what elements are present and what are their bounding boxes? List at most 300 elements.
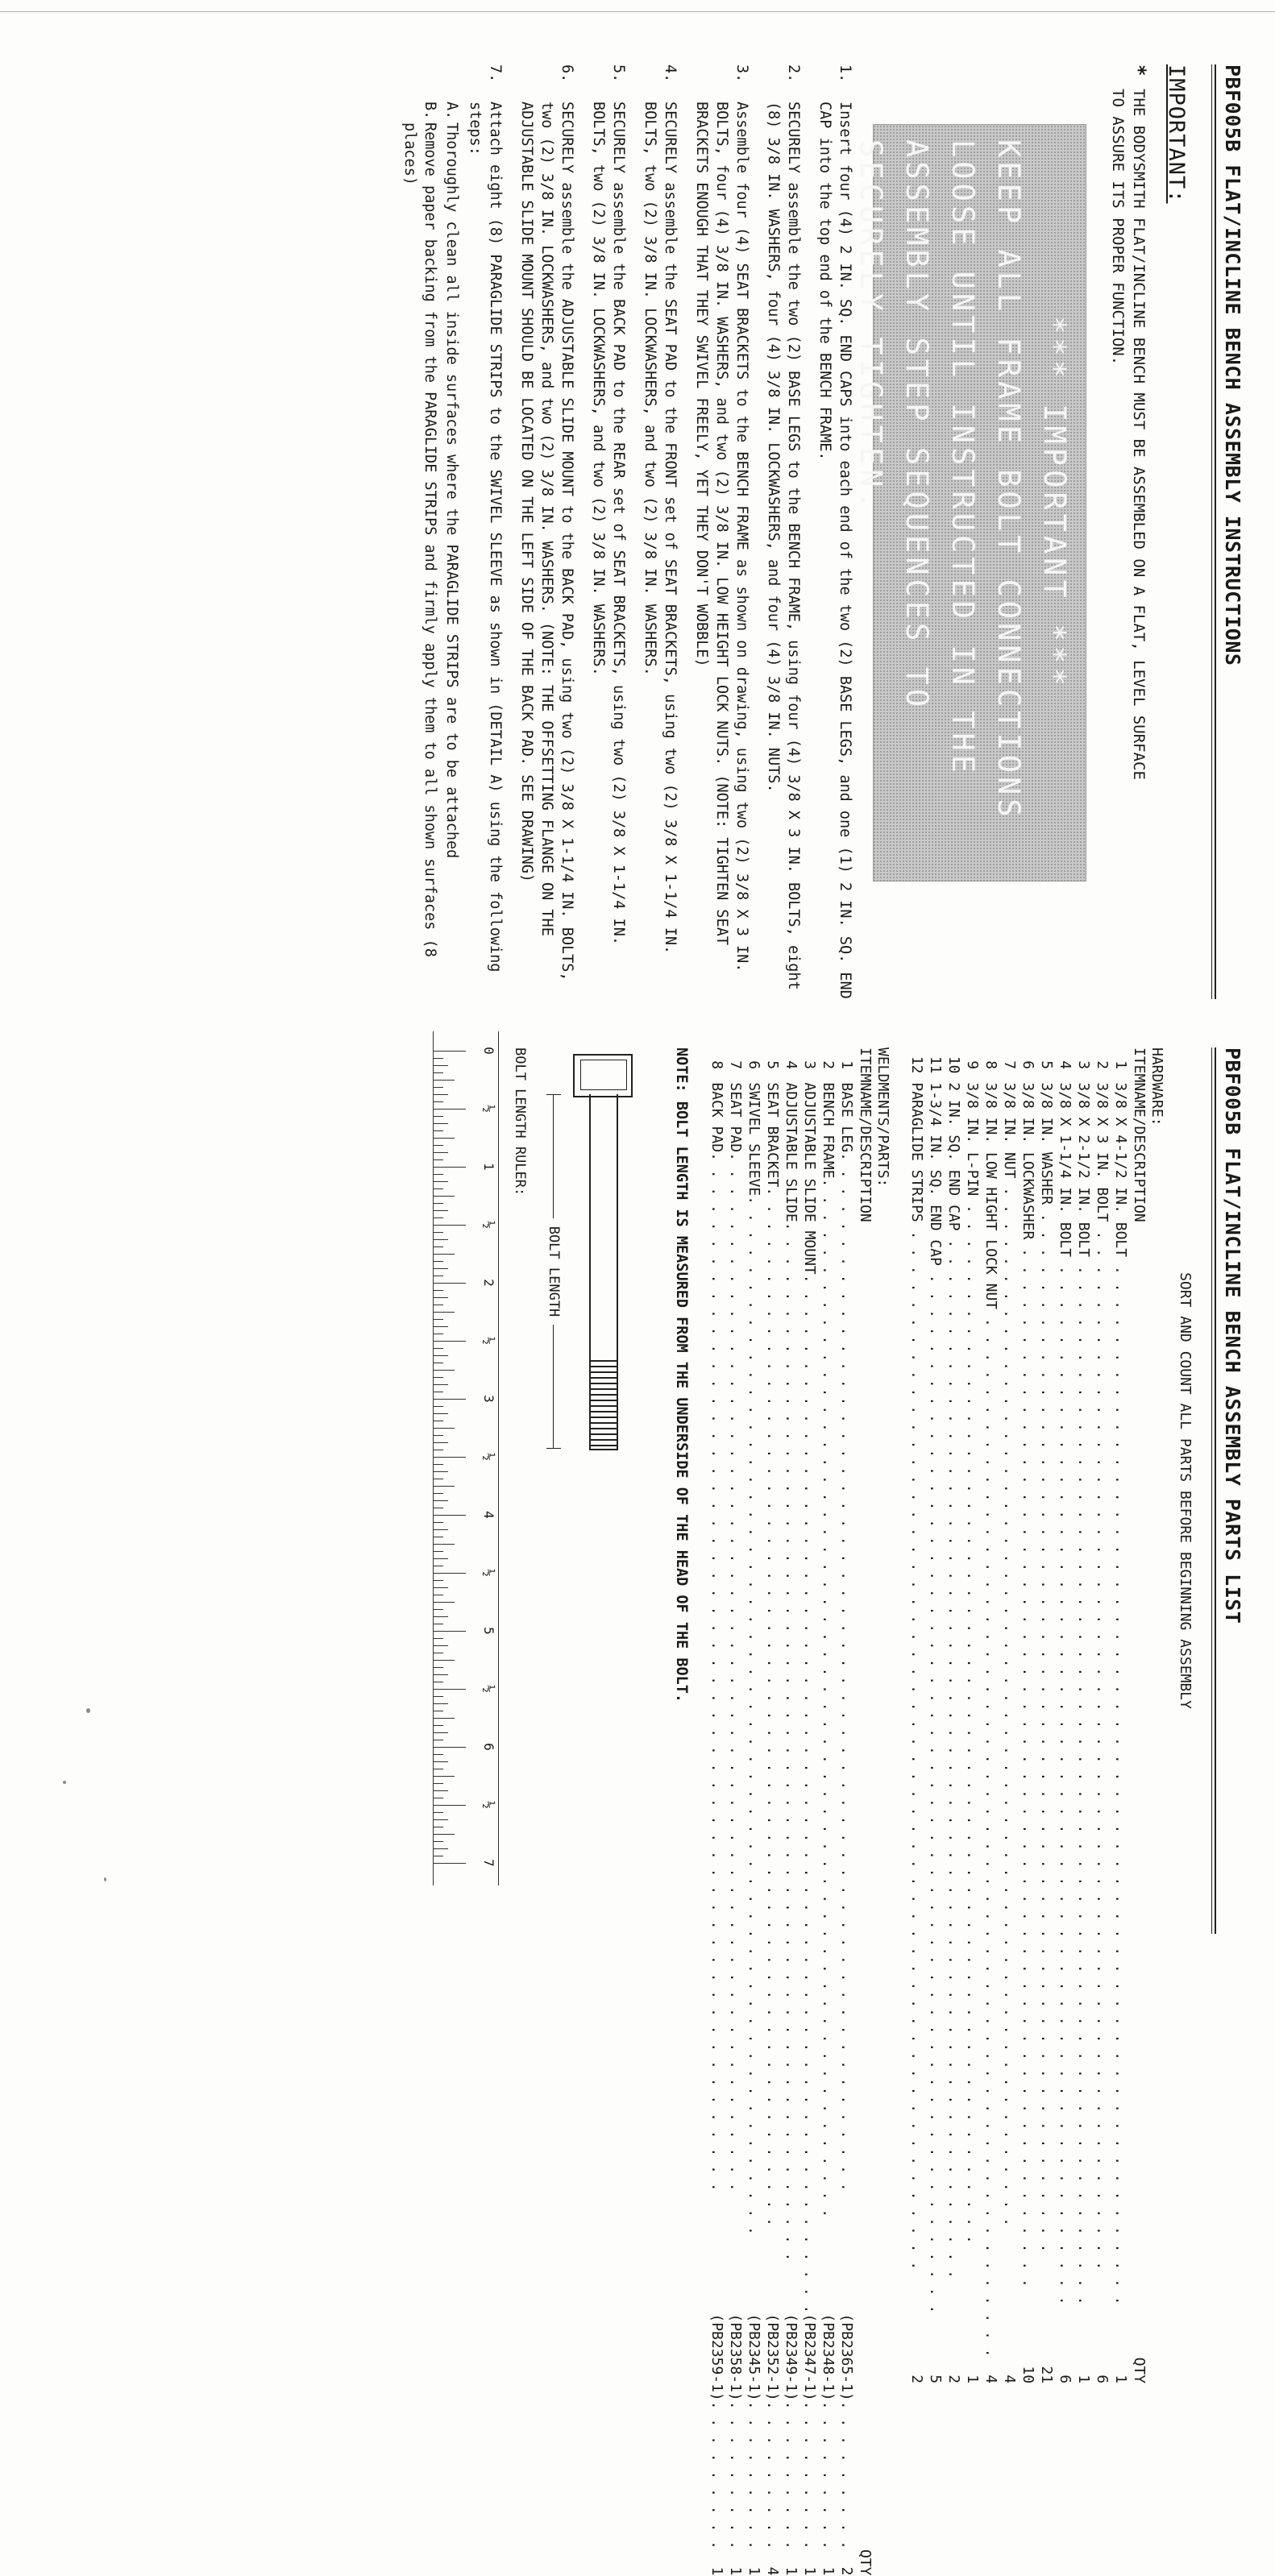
ruler-tick bbox=[434, 1210, 448, 1211]
ruler-tick bbox=[434, 1435, 443, 1436]
ruler-tick bbox=[434, 1573, 466, 1574]
item-qty: 1 bbox=[820, 2566, 837, 2576]
dot-leader: . . . . . . . . . . . . . . . . . . . . . . . . . . . . . . . . . . . . . . . . . . . . . . . . . . . . . . . . . . . . bbox=[1075, 1257, 1092, 2305]
ruler-tick bbox=[434, 1609, 443, 1610]
item-number: 7 bbox=[727, 1060, 744, 1070]
item-name-with-leader bbox=[1075, 1082, 1092, 2357]
item-qty: 2 bbox=[908, 2375, 925, 2384]
item-name-cell bbox=[800, 1082, 819, 2549]
ruler-tick-label: 2 bbox=[481, 1279, 496, 1287]
important-note-line-1: THE BODYSMITH FLAT/INCLINE BENCH MUST BE ASSEMBLED ON A FLAT, LEVEL SURFACE bbox=[1130, 89, 1148, 780]
table-row bbox=[782, 1047, 800, 2576]
item-name: BENCH FRAME bbox=[820, 1082, 837, 1179]
item-name: BACK PAD bbox=[708, 1082, 725, 1153]
item-name: 3/8 X 4-1/2 IN. BOLT bbox=[1112, 1082, 1129, 1258]
item-name: ADJUSTABLE SLIDE MOUNT bbox=[801, 1082, 818, 1275]
table-row bbox=[745, 1047, 763, 2576]
step-number: 6. bbox=[559, 64, 575, 83]
banner-line: ASSEMBLY STEP SEQUENCES TO bbox=[899, 139, 934, 711]
ruler-tick bbox=[434, 1203, 443, 1204]
ruler-tick bbox=[434, 1718, 455, 1719]
ruler-tick bbox=[434, 1152, 448, 1153]
item-qty: 1 bbox=[708, 2566, 725, 2576]
dot-leader: . . . . . . . . . bbox=[727, 2400, 744, 2549]
dot-leader: . . . . . . . . . . . . . . . . . . . . . . . . . . . . . . . . . . . . . . . . . . . . . . . . . . . . . . . . . . . . bbox=[1112, 1257, 1129, 2305]
title-rule-thin bbox=[1211, 1047, 1212, 1934]
ruler-tick bbox=[434, 1841, 443, 1842]
ruler-tick bbox=[434, 1471, 448, 1472]
item-qty: 1 bbox=[1112, 2375, 1129, 2384]
banner-line: *** IMPORTANT *** bbox=[1037, 316, 1072, 690]
dot-leader: . . . . . . . . . bbox=[783, 2400, 799, 2549]
item-name-cell bbox=[782, 1082, 800, 2549]
ruler-tick bbox=[434, 1689, 466, 1690]
item-name-cell bbox=[708, 1082, 726, 2549]
item-name: SEAT PAD bbox=[727, 1082, 744, 1153]
col-qty-header: QTY bbox=[1131, 2357, 1148, 2384]
item-number: 4 bbox=[1057, 1060, 1074, 1070]
part-code: (PB2349-1) bbox=[783, 2313, 799, 2401]
item-name-cell bbox=[1000, 1082, 1019, 2357]
ruler-tick bbox=[434, 1638, 443, 1639]
part-code: (PB2359-1) bbox=[708, 2313, 725, 2401]
hardware-header-row bbox=[1130, 1047, 1148, 2383]
ruler-tick-label: ½ bbox=[481, 1221, 496, 1229]
item-name-cell bbox=[1019, 1082, 1037, 2357]
dot-leader: . . . . . . . . . bbox=[838, 2400, 855, 2549]
ruler-tick bbox=[434, 1805, 466, 1806]
item-name: 3/8 IN. NUT bbox=[1001, 1082, 1018, 1179]
item-number: 5 bbox=[764, 1060, 781, 1070]
ruler-tick bbox=[434, 1116, 443, 1117]
ruler-tick bbox=[434, 1522, 443, 1523]
ruler-tick-label: 4 bbox=[481, 1511, 496, 1519]
item-name-with-leader bbox=[908, 1082, 925, 2357]
item-name: 1-3/4 IN. SQ. END CAP bbox=[927, 1082, 944, 1266]
ruler-tick bbox=[434, 1254, 455, 1255]
dot-leader: . . . . . . . . . . . . . . . . . . . . . . . . . . . . . . . . . . . . . . . . . . . . . . . . . . . . . . . . . . . . bbox=[982, 1309, 999, 2358]
item-number: 1 bbox=[838, 1060, 855, 1070]
ruler-tick bbox=[434, 1348, 443, 1349]
instructions-page bbox=[0, 64, 1275, 999]
item-number: 11 bbox=[927, 1056, 944, 1074]
table-row bbox=[907, 1047, 926, 2383]
ruler-tick bbox=[434, 1580, 443, 1581]
part-code: (PB2345-1) bbox=[745, 2313, 762, 2401]
table-row bbox=[982, 1047, 1000, 2383]
item-name: 3/8 IN. LOW HIGHT LOCK NUT bbox=[982, 1082, 999, 1310]
ruler-tick bbox=[434, 1486, 455, 1487]
ruler-tick-label: 5 bbox=[481, 1627, 496, 1635]
col-item-header: ITEM bbox=[1131, 1047, 1148, 1083]
table-row bbox=[1074, 1047, 1093, 2383]
table-row bbox=[800, 1047, 819, 2576]
bolt-head-shape bbox=[573, 1054, 633, 1097]
step-number: 7. bbox=[487, 64, 504, 83]
ruler-tick-label: ½ bbox=[481, 1569, 496, 1577]
item-name-with-leader bbox=[745, 1082, 762, 2549]
dot-leader: . . . . . . . . . . . . . . . . . . . . . . . . . . . . . . . . . . . . . . . . . . . . . . . . . . . . . . . . . . . . bbox=[1038, 1205, 1055, 2253]
ruler-tick bbox=[434, 1500, 448, 1501]
ruler-tick bbox=[434, 1551, 443, 1552]
item-number: 12 bbox=[908, 1056, 925, 1074]
ruler-tick bbox=[434, 1138, 455, 1139]
hardware-label: HARDWARE: bbox=[1148, 1047, 1165, 1126]
dot-leader: . . . . . . . . . bbox=[764, 2400, 781, 2549]
ruler-tick bbox=[434, 1239, 448, 1240]
table-row bbox=[1093, 1047, 1111, 2383]
item-name: PARAGLIDE STRIPS bbox=[908, 1082, 925, 1222]
ruler-tick bbox=[434, 1783, 443, 1784]
ruler-tick bbox=[434, 1674, 448, 1675]
ruler-tick bbox=[434, 1848, 448, 1849]
part-code: (PB2365-1) bbox=[838, 2313, 855, 2401]
item-name-with-leader bbox=[945, 1082, 962, 2357]
ruler-tick bbox=[434, 1312, 455, 1313]
ruler-tick bbox=[434, 1493, 443, 1494]
item-name: BASE LEG bbox=[838, 1082, 855, 1153]
step-text: Assemble four (4) SEAT BRACKETS to the BENCH FRAME as shown on drawing, using two (2) 3/8 X 3 IN. BOLTS, four (4) 3/8 IN. WASHERS, and two (2) 3/8 IN. LOW HEIGHT LOCK NUTS. (NOTE: TIGHTEN SEAT BRACKETS ENOUGH THAT THEY SWIVEL FREELY, YET THEY DON'T WOBBLE) bbox=[693, 102, 750, 973]
ruler-tick bbox=[434, 1319, 443, 1320]
item-number: 7 bbox=[1001, 1060, 1018, 1070]
steps-list bbox=[400, 64, 855, 999]
ruler-tick-label: ½ bbox=[481, 1337, 496, 1345]
ruler-tick bbox=[434, 1109, 466, 1110]
table-row bbox=[1056, 1047, 1074, 2383]
item-name: SEAT BRACKET bbox=[764, 1082, 781, 1188]
ruler-tick-label: ½ bbox=[481, 1453, 496, 1461]
ruler-tick-label: ½ bbox=[481, 1685, 496, 1693]
ruler-tick bbox=[434, 1413, 448, 1414]
table-row bbox=[963, 1047, 982, 2383]
ruler-tick bbox=[434, 1181, 448, 1182]
ruler-tick bbox=[434, 1667, 443, 1668]
important-banner bbox=[853, 124, 1086, 881]
item-name-with-leader bbox=[982, 1082, 999, 2357]
item-number: 2 bbox=[1094, 1060, 1111, 1070]
step-number: 1. bbox=[837, 64, 853, 83]
ruler-tick bbox=[434, 1196, 455, 1197]
hardware-rows bbox=[907, 1047, 1130, 2383]
bolt-shank-shape bbox=[589, 1094, 618, 1362]
substep-text: Thoroughly clean all inside surfaces where the PARAGLIDE STRIPS are to be attached bbox=[443, 122, 460, 859]
ruler-tick bbox=[434, 1058, 443, 1059]
item-name-with-leader bbox=[764, 1082, 781, 2549]
item-qty: 1 bbox=[783, 2566, 799, 2576]
ruler-tick bbox=[434, 1616, 448, 1617]
part-code: (PB2347-1) bbox=[801, 2313, 818, 2401]
ruler-tick bbox=[434, 1130, 443, 1131]
item-name-with-leader bbox=[1038, 1082, 1055, 2357]
ruler-tick bbox=[434, 1283, 466, 1284]
item-number: 10 bbox=[945, 1056, 962, 1074]
dot-leader: . . . . . . . . . . . . . . . . . . . . . . . . . . . . . . . . . . . . . . . . . . . . . . . . . . . . . . . . . . . . bbox=[764, 1187, 781, 2226]
sort-count-subheading: SORT AND COUNT ALL PARTS BEFORE BEGINNING ASSEMBLY bbox=[1177, 1272, 1194, 1709]
ruler-tick bbox=[434, 1442, 448, 1443]
step-text: Insert four (4) 2 IN. SQ. END CAPS into each end of the two (2) BASE LEGS, and one (1) 2 IN. SQ. END CAP into the top end of the BENCH FRAME. bbox=[816, 102, 853, 999]
ruler-tick bbox=[434, 1464, 443, 1465]
item-name-with-leader bbox=[927, 1082, 944, 2357]
substep-item bbox=[400, 102, 440, 999]
ruler-tick bbox=[434, 1051, 466, 1052]
ruler-tick bbox=[434, 1159, 443, 1160]
item-number: 5 bbox=[1038, 1060, 1055, 1070]
table-row bbox=[1037, 1047, 1056, 2383]
item-name: 3/8 X 1-1/4 IN. BOLT bbox=[1057, 1082, 1074, 1258]
table-row bbox=[1019, 1047, 1037, 2383]
item-qty: 21 bbox=[1038, 2366, 1055, 2384]
item-name-cell bbox=[1037, 1082, 1056, 2357]
dot-leader: . . . . . . . . . . . . . . . . . . . . . . . . . . . . . . . . . . . . . . . . . . . . . . . . . . . . . . . . . . . . bbox=[1057, 1257, 1074, 2305]
item-name-cell bbox=[763, 1082, 782, 2549]
ruler-tick bbox=[434, 1776, 455, 1777]
ruler-tick-label: 0 bbox=[481, 1047, 496, 1055]
item-qty: 2 bbox=[838, 2566, 855, 2576]
dot-leader: . . . . . . . . . . . . . . . . . . . . . . . . . . . . . . . . . . . . . . . . . . . . . . . . . . . . . . . . . . . . bbox=[838, 1152, 855, 2192]
dimension-cap bbox=[546, 1448, 561, 1449]
item-name-cell bbox=[819, 1082, 837, 2549]
ruler-tick bbox=[434, 1094, 448, 1095]
ruler-tick bbox=[434, 1268, 448, 1269]
col-item-header: ITEM bbox=[857, 1047, 874, 1083]
ruler-tick bbox=[434, 1834, 455, 1835]
item-qty: 4 bbox=[764, 2566, 781, 2576]
ruler-tick bbox=[434, 1399, 466, 1400]
step-item bbox=[691, 64, 752, 999]
ruler-tick-label: 7 bbox=[481, 1859, 496, 1867]
part-code: (PB2352-1) bbox=[764, 2313, 781, 2401]
item-name-with-leader bbox=[1020, 1082, 1036, 2357]
item-qty: 6 bbox=[1057, 2375, 1074, 2384]
ruler-tick bbox=[434, 1544, 455, 1545]
substep-letter: A. bbox=[443, 102, 460, 120]
item-qty: 5 bbox=[927, 2375, 944, 2384]
dot-leader: . . . . . . . . . . . . . . . . . . . . . . . . . . . . . . . . . . . . . . . . . . . . . . . . . . . . . . . . . . . . bbox=[908, 1222, 925, 2271]
ruler-tick bbox=[434, 1384, 448, 1385]
ruler-label: BOLT LENGTH RULER: bbox=[512, 1047, 528, 1197]
item-name: 3/8 X 3 IN. BOLT bbox=[1094, 1082, 1111, 1222]
item-name-with-leader bbox=[783, 1082, 799, 2549]
part-code: (PB2358-1) bbox=[727, 2313, 744, 2401]
dot-leader: . . . . . . . . . . . . . . . . . . . . . . . . . . . . . . . . . . . . . . . . . . . . . . . . . . . . . . . . . . . . bbox=[820, 1178, 837, 2218]
item-name-cell bbox=[982, 1082, 1000, 2357]
ruler-tick bbox=[434, 1370, 455, 1371]
item-number: 6 bbox=[745, 1060, 762, 1070]
table-row bbox=[726, 1047, 745, 2576]
item-qty: 4 bbox=[1001, 2375, 1018, 2384]
item-name-with-leader bbox=[964, 1082, 981, 2357]
ruler-tick bbox=[434, 1602, 455, 1603]
ruler-tick bbox=[434, 1428, 455, 1429]
ruler-tick-label: ½ bbox=[481, 1105, 496, 1113]
step-item bbox=[763, 64, 804, 999]
item-name: 3/8 IN. WASHER bbox=[1038, 1082, 1055, 1205]
scan-speck bbox=[104, 1877, 106, 1881]
ruler-tick bbox=[434, 1261, 443, 1262]
item-name-cell bbox=[963, 1082, 982, 2357]
item-number: 3 bbox=[1075, 1060, 1092, 1070]
ruler-tick bbox=[434, 1217, 443, 1218]
item-qty: 6 bbox=[1094, 2375, 1111, 2384]
item-name: 2 IN. SQ. END CAP bbox=[945, 1082, 962, 1231]
step-number: 3. bbox=[733, 64, 750, 83]
banner-line: LOOSE UNTIL INSTRUCTED IN THE bbox=[945, 139, 980, 778]
weldments-rows bbox=[708, 1047, 856, 2576]
ruler-tick bbox=[434, 1747, 466, 1748]
important-heading: IMPORTANT: bbox=[1164, 64, 1189, 204]
item-number: 8 bbox=[708, 1060, 725, 1070]
dot-leader: . . . . . . . . . . . . . . . . . . . . . . . . . . . . . . . . . . . . . . . . . . . . . . . . . . . . . . . . . . . . bbox=[927, 1265, 944, 2314]
ruler-tick bbox=[434, 1080, 455, 1081]
ruler-tick-label: 6 bbox=[481, 1743, 496, 1751]
bolt-length-ruler bbox=[433, 1031, 499, 1885]
col-name-header: NAME/DESCRIPTION bbox=[1131, 1082, 1148, 1222]
step-item bbox=[517, 64, 577, 999]
item-name-cell bbox=[745, 1082, 763, 2549]
table-row bbox=[1000, 1047, 1019, 2383]
title-rule-thin bbox=[1211, 64, 1212, 999]
ruler-tick bbox=[434, 1732, 448, 1733]
ruler-tick bbox=[434, 1790, 448, 1791]
ruler-tick bbox=[434, 1515, 466, 1516]
ruler-tick bbox=[434, 1101, 443, 1102]
item-number: 9 bbox=[964, 1060, 981, 1070]
ruler-tick bbox=[434, 1087, 443, 1088]
ruler-tick-label: 1 bbox=[481, 1163, 496, 1171]
part-code: (PB2348-1) bbox=[820, 2313, 837, 2401]
weldments-table bbox=[708, 1047, 874, 2576]
step-text: SECURELY assemble the two (2) BASE LEGS to the BENCH FRAME, using four (4) 3/8 X 3 IN. BOLTS, eight (8) 3/8 IN. WASHERS, four (4) 3/8 IN. LOCKWASHERS, and four (4) 3/8 IN. NUTS. bbox=[765, 102, 802, 990]
item-number: 6 bbox=[1020, 1060, 1036, 1070]
step-number: 5. bbox=[610, 64, 627, 83]
dot-leader: . . . . . . . . . . . . . . . . . . . . . . . . . . . . . . . . . . . . . . . . . . . . . . . . . . . . . . . . . . . . bbox=[801, 1274, 818, 2314]
table-row bbox=[926, 1047, 945, 2383]
ruler-tick bbox=[434, 1819, 448, 1820]
bolt-thread-shape bbox=[589, 1360, 618, 1450]
ruler-tick bbox=[434, 1558, 448, 1559]
item-name: SWIVEL SLEEVE bbox=[745, 1082, 762, 1197]
dot-leader: . . . . . . . . . . . . . . . . . . . . . . . . . . . . . . . . . . . . . . . . . . . . . . . . . . . . . . . . . . . . bbox=[783, 1222, 799, 2262]
weldments-label: WELDMENTS/PARTS: bbox=[874, 1047, 891, 1188]
dot-leader: . . . . . . . . . . . . . . . . . . . . . . . . . . . . . . . . . . . . . . . . . . . . . . . . . . . . . . . . . . . . bbox=[1094, 1222, 1111, 2271]
item-number: 3 bbox=[801, 1060, 818, 1070]
ruler-tick bbox=[434, 1645, 448, 1646]
item-name-with-leader bbox=[838, 1082, 855, 2549]
col-qty-header: QTY bbox=[857, 2549, 874, 2576]
ruler-tick bbox=[434, 1326, 448, 1327]
item-name-cell bbox=[907, 1082, 926, 2357]
ruler-tick bbox=[434, 1457, 466, 1458]
item-name: 3/8 IN. L-PIN bbox=[964, 1082, 981, 1197]
ruler-tick bbox=[434, 1863, 466, 1864]
item-name: 3/8 IN. LOCKWASHER bbox=[1020, 1082, 1036, 1240]
ruler-tick bbox=[434, 1065, 448, 1066]
instructions-title: PBF005B FLAT/INCLINE BENCH ASSEMBLY INSTRUCTIONS bbox=[1221, 64, 1244, 666]
ruler-tick bbox=[434, 1812, 443, 1813]
important-note-line-2: TO ASSURE ITS PROPER FUNCTION. bbox=[1109, 89, 1127, 366]
item-name-with-leader bbox=[801, 1082, 818, 2549]
ruler-tick bbox=[434, 1290, 443, 1291]
scan-speck bbox=[63, 1781, 66, 1784]
ruler-tick bbox=[434, 1145, 443, 1146]
dot-leader: . . . . . . . . . . . . . . . . . . . . . . . . . . . . . . . . . . . . . . . . . . . . . . . . . . . . . . . . . . . . bbox=[745, 1196, 762, 2235]
item-qty: 4 bbox=[982, 2375, 999, 2384]
ruler-tick bbox=[434, 1696, 443, 1697]
item-number: 1 bbox=[1112, 1060, 1129, 1070]
item-qty: 2 bbox=[945, 2375, 962, 2384]
ruler-tick bbox=[434, 1123, 448, 1124]
item-name-with-leader bbox=[820, 1082, 837, 2549]
item-name-cell bbox=[1074, 1082, 1093, 2357]
step-text: Attach eight (8) PARAGLIDE STRIPS to the SWIVEL SLEEVE as shown in (DETAIL A) using the following steps: bbox=[467, 102, 504, 973]
step-text: SECURELY assemble the ADJUSTABLE SLIDE MOUNT to the BACK PAD, using two (2) 3/8 X 1-1/4 IN. BOLTS, two (2) 3/8 IN. LOCKWASHERS, and two (2) 3/8 IN. WASHERS. (NOTE: THE OFFSETTING FLANGE ON THE ADJUSTABLE SLIDE MOUNT SHOULD BE LOCATED ON THE LEFT SIDE OF THE BACK PAD. SEE DRAWING) bbox=[518, 102, 575, 981]
dot-leader: . . . . . . . . . bbox=[745, 2400, 762, 2549]
step-text: SECURELY assemble the BACK PAD to the REAR set of SEAT BRACKETS, using two (2) 3/8 X 1-1/4 IN. BOLTS, two (2) 3/8 IN. LOCKWASHERS, and two (2) 3/8 IN. WASHERS. bbox=[590, 102, 627, 945]
substep-item bbox=[442, 102, 462, 999]
bolt-diagram bbox=[383, 1047, 649, 1934]
step-number: 2. bbox=[785, 64, 802, 83]
item-name-cell bbox=[1056, 1082, 1074, 2357]
substep-text: Remove paper backing from the PARAGLIDE STRIPS and firmly apply them to all shown surfaces (8 places) bbox=[401, 122, 438, 957]
parts-list-page bbox=[0, 1047, 1275, 2576]
item-number: 2 bbox=[820, 1060, 837, 1070]
item-number: 4 bbox=[783, 1060, 799, 1070]
dot-leader: . . . . . . . . . bbox=[801, 2400, 818, 2549]
dot-leader: . . . . . . . . . . . . . . . . . . . . . . . . . . . . . . . . . . . . . . . . . . . . . . . . . . . . . . . . . . . . bbox=[708, 1152, 725, 2192]
title-rule bbox=[1215, 1047, 1216, 1934]
step-item bbox=[815, 64, 855, 999]
dot-leader: . . . . . . . . . . . . . . . . . . . . . . . . . . . . . . . . . . . . . . . . . . . . . . . . . . . . . . . . . . . . bbox=[727, 1152, 744, 2192]
ruler-tick bbox=[434, 1377, 443, 1378]
table-row bbox=[708, 1047, 726, 2576]
table-row bbox=[1111, 1047, 1130, 2383]
dot-leader: . . . . . . . . . . . . . . . . . . . . . . . . . . . . . . . . . . . . . . . . . . . . . . . . . . . . . . . . . . . . bbox=[964, 1196, 981, 2244]
table-row bbox=[945, 1047, 963, 2383]
ruler-tick bbox=[434, 1072, 443, 1073]
item-name-with-leader bbox=[1001, 1082, 1018, 2357]
ruler-tick bbox=[434, 1587, 448, 1588]
ruler-tick-label: 3 bbox=[481, 1395, 496, 1403]
ruler-tick bbox=[434, 1174, 443, 1175]
ruler-tick bbox=[434, 1355, 448, 1356]
dot-leader: . . . . . . . . . . . . . . . . . . . . . . . . . . . . . . . . . . . . . . . . . . . . . . . . . . . . . . . . . . . . bbox=[1001, 1178, 1018, 2227]
ruler-tick bbox=[434, 1754, 443, 1755]
item-qty: 1 bbox=[964, 2375, 981, 2384]
step-item bbox=[640, 64, 680, 999]
dot-leader: . . . . . . . . . bbox=[820, 2400, 837, 2549]
item-qty: 1 bbox=[745, 2566, 762, 2576]
item-name-cell bbox=[837, 1082, 856, 2549]
ruler-tick bbox=[434, 1232, 443, 1233]
ruler-tick bbox=[434, 1406, 443, 1407]
item-number: 8 bbox=[982, 1060, 999, 1070]
item-name-with-leader bbox=[1094, 1082, 1111, 2357]
item-name-cell bbox=[926, 1082, 945, 2357]
ruler-tick-label: ½ bbox=[481, 1801, 496, 1809]
item-name-with-leader bbox=[708, 1082, 725, 2549]
hardware-table bbox=[907, 1047, 1148, 2383]
item-qty: 1 bbox=[727, 2566, 744, 2576]
ruler-tick bbox=[434, 1761, 448, 1762]
dot-leader: . . . . . . . . . bbox=[708, 2400, 725, 2549]
banner-line: SECURELY TIGHTEN. bbox=[853, 139, 888, 513]
table-row bbox=[819, 1047, 837, 2576]
step-item bbox=[588, 64, 629, 999]
important-note bbox=[1107, 64, 1149, 999]
scan-speck bbox=[86, 1708, 90, 1713]
ruler-tick bbox=[434, 1188, 443, 1189]
title-rule bbox=[1215, 64, 1216, 999]
